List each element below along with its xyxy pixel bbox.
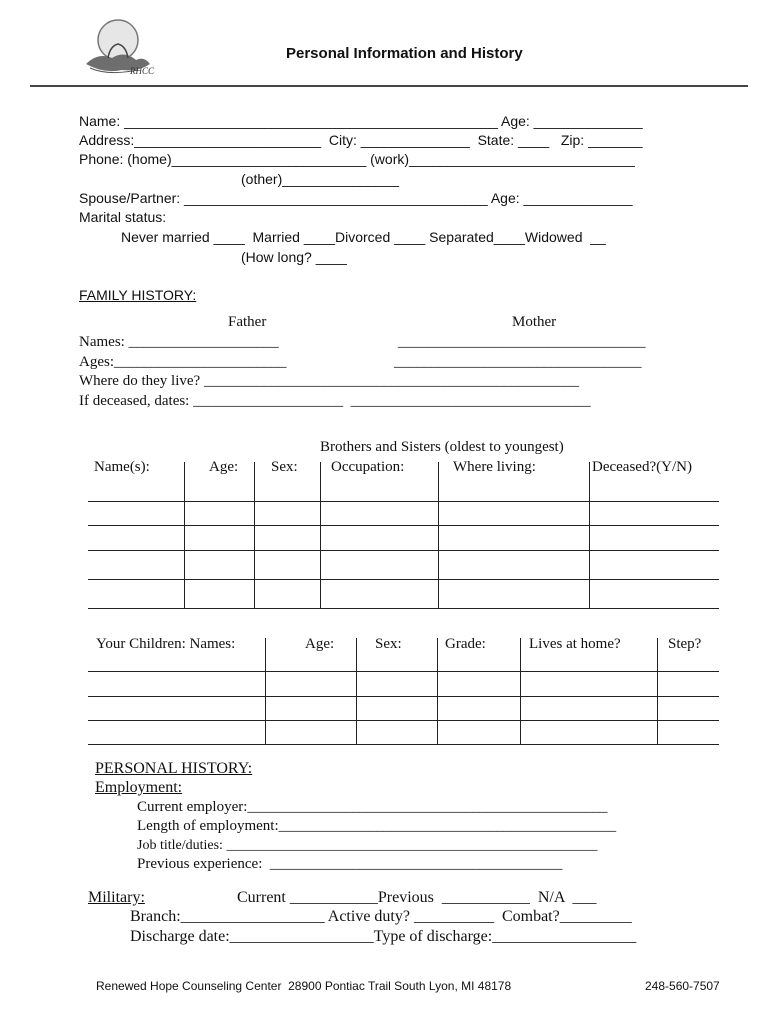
siblings-col-divider [254, 462, 255, 608]
employment-label: Employment: [95, 779, 183, 796]
children-row[interactable] [88, 744, 719, 745]
siblings-header-names: Name(s): [94, 459, 150, 475]
military-current-line[interactable]: Current ___________Previous ___________ N/A ___ [237, 889, 597, 906]
address-line[interactable]: Address:________________________ City: ______________ State: ____ Zip: _______ [79, 132, 643, 148]
siblings-row[interactable] [88, 608, 719, 609]
other-phone-line[interactable]: (other)_______________ [241, 171, 400, 187]
siblings-header-deceased: Deceased?(Y/N) [592, 459, 692, 475]
current-employer-line[interactable]: Current employer:________________________________________________ [137, 799, 608, 815]
children-header-age: Age: [305, 636, 335, 652]
siblings-header-sex: Sex: [271, 459, 298, 475]
children-row[interactable] [88, 720, 719, 721]
family-history-heading: FAMILY HISTORY: [79, 287, 197, 303]
children-col-divider [265, 638, 266, 744]
siblings-col-divider [438, 462, 439, 608]
children-header-lives-at-home: Lives at home? [529, 636, 621, 652]
children-row[interactable] [88, 671, 719, 672]
name-age-line[interactable]: Name: ________________________________________________ Age: ______________ [79, 113, 643, 129]
children-header-grade: Grade: [445, 636, 486, 652]
siblings-row[interactable] [88, 525, 719, 526]
siblings-row[interactable] [88, 579, 719, 580]
footer-phone: 248-560-7507 [645, 979, 720, 993]
children-header-step: Step? [668, 636, 702, 652]
marital-options-line[interactable]: Never married ____ Married ____Divorced ____ Separated____Widowed __ [121, 229, 606, 245]
previous-experience-line[interactable]: Previous experience: _______________________________________ [137, 856, 563, 872]
father-label: Father [228, 314, 267, 330]
ages-mother-line[interactable]: _________________________________ [394, 354, 642, 370]
siblings-col-divider [184, 462, 185, 608]
where-live-line[interactable]: Where do they live? __________________________________________________ [79, 373, 579, 389]
deceased-dates-line[interactable]: If deceased, dates: ____________________ ________________________________ [79, 393, 591, 409]
names-line[interactable]: Names: ____________________ [79, 334, 279, 350]
children-row[interactable] [88, 696, 719, 697]
length-employment-line[interactable]: Length of employment:_____________________________________________ [137, 818, 617, 834]
military-discharge-line[interactable]: Discharge date:__________________Type of discharge:__________________ [130, 928, 637, 945]
military-label: Military: [88, 889, 145, 906]
phone-line[interactable]: Phone: (home)_________________________ (work)_____________________________ [79, 151, 635, 167]
ages-line[interactable]: Ages:_______________________ [79, 354, 287, 370]
spouse-line[interactable]: Spouse/Partner: _______________________________________ Age: ______________ [79, 190, 633, 206]
names-mother-line[interactable]: _________________________________ [398, 334, 646, 350]
footer-address: Renewed Hope Counseling Center 28900 Pontiac Trail South Lyon, MI 48178 [96, 979, 512, 993]
siblings-table-title: Brothers and Sisters (oldest to youngest) [320, 439, 564, 455]
children-col-divider [657, 638, 658, 744]
siblings-row[interactable] [88, 501, 719, 502]
rhcc-logo [78, 14, 164, 80]
children-header-sex: Sex: [375, 636, 402, 652]
siblings-header-where-living: Where living: [453, 459, 536, 475]
siblings-header-age: Age: [209, 459, 239, 475]
header-divider [30, 85, 748, 87]
job-title-line[interactable]: Job title/duties: _____________________________________________________ [137, 838, 598, 853]
logo-text: RHCC [130, 66, 155, 76]
mother-label: Mother [512, 314, 557, 330]
page-title: Personal Information and History [286, 45, 523, 62]
marital-status-label: Marital status: [79, 209, 167, 225]
children-header-names: Your Children: Names: [96, 636, 236, 652]
how-long-line[interactable]: (How long? ____ [241, 249, 347, 265]
children-col-divider [520, 638, 521, 744]
children-col-divider [356, 638, 357, 744]
siblings-header-occupation: Occupation: [331, 459, 405, 475]
military-branch-line[interactable]: Branch:__________________ Active duty? __________ Combat?_________ [130, 908, 632, 925]
siblings-col-divider [320, 462, 321, 608]
children-col-divider [437, 638, 438, 744]
personal-history-heading: PERSONAL HISTORY: [95, 760, 253, 777]
siblings-col-divider [589, 462, 590, 608]
siblings-row[interactable] [88, 550, 719, 551]
